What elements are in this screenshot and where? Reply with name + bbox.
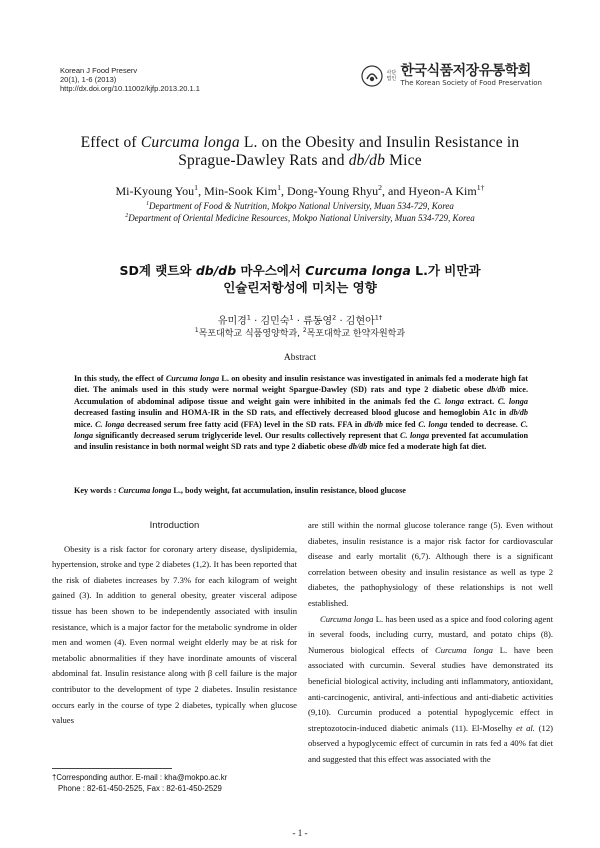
body-column-right xyxy=(308,518,553,768)
society-name-ko: 한국식품저장유통학회 xyxy=(400,63,531,79)
author-list: Mi-Kyoung You$^1$, Min-Sook Kim$^1$, Dong-Young Rhyu$^2$, and Hyeon-A Kim$^{1\dagger}$ xyxy=(115,183,485,198)
intro-paragraph-3: Curcuma longa L. has been used as a spice and food coloring agent in several foods, including curry, mustard, and potato chips (8). Numerous biological effects of Curcuma longa L. have been associated with curcumin. Several studies have demonstrated its beneficial biological activity, including anti inflammatory, antioxidant, anti-carcinogenic, antiviral, anti-infectious and anti-diabetic activities (9,10). Curcumin produced a potential hypoglycemic effect in streptozotocin-induced diabetic animals (11). El-Moselhy et al. (12) observed a hypoglycemic effect of curcumin in rats fed a 40% fat diet and suggested that this effect was associated with the xyxy=(308,613,554,764)
journal-header xyxy=(60,66,200,93)
journal-doi[interactable]: http://dx.doi.org/10.11002/kjfp.2013.20.1.1 xyxy=(60,84,200,93)
intro-paragraph-1: Obesity is a risk factor for coronary artery disease, dyslipidemia, hypertension, stroke and type 2 diabetes (1,2). It has been reported that the risk of diabetes increases by 7.3% for each kilogram of weight gained (3). In addition to general obesity, greater visceral adipose tissue has been shown to be independently associated with insulin resistance, which is a major factor for the metabolic syndrome in older men and women (4). Even normal weight elderly may be at risk for metabolic abnormalities if they have inordinate amounts of visceral abdominal fat. Insulin resistance along with β cell failure is the major contributor to the development of type 2 diabetes. Insulin resistance occurs early in the course of type 2 diabetes, typically when glucose values xyxy=(52,543,297,726)
society-emblem-icon xyxy=(361,65,383,87)
korean-title: SD계 랫트와 db/db 마우스에서 Curcuma longa L.가 비만과 인슐린저항성에 미치는 영향 xyxy=(119,263,481,295)
corresponding-author-footnote: †Corresponding author. E-mail : kha@mokpo.ac.kr Phone : 82-61-450-2525, Fax : 82-61-450-2529 xyxy=(52,773,228,793)
abstract-body: In this study, the effect of Curcuma longa L. on obesity and insulin resistance was investigated in animals fed a moderate high fat diet. The animals used in this study were normal weight Spargue-Dawley (SD) rats and type 2 diabetic obese db/db mice. Accumulation of abdominal adipose tissue and weight gain were inhibited in the animals fed the C. longa extract. C. longa decreased fasting insulin and HOMA-IR in the SD rats, and effectively decreased blood glucose and hemoglobin A1c in db/db mice. C. longa decreased serum free fatty acid (FFA) level in the SD rats. FFA in db/db mice fed C. longa tended to decrease. C. longa significantly decreased serum triglyceride level. Our results collectively represent that C. longa prevented fat accumulation and insulin resistance in both normal weight SD rats and type 2 diabetic obese db/db mice fed a moderate high fat diet. xyxy=(74,374,529,452)
journal-volume: 20(1), 1-6 (2013) xyxy=(60,75,117,84)
society-name-en: The Korean Society of Food Preservation xyxy=(400,79,542,87)
society-small-label: 사단 법인 xyxy=(386,69,397,82)
page-number: - 1 - xyxy=(292,828,308,838)
korean-affiliations: $^1$목포대학교 식품영양학과, $^2$목포대학교 한약자원학과 xyxy=(194,328,406,339)
keywords: Key words : Curcuma longa L., body weight, fat accumulation, insulin resistance, blood glucose xyxy=(74,486,406,495)
footnote-divider xyxy=(52,768,172,769)
society-logo xyxy=(361,64,542,87)
body-column-left xyxy=(52,518,297,729)
paper-title: Effect of Curcuma longa L. on the Obesity and Insulin Resistance in Sprague-Dawley Rats and db/db Mice xyxy=(80,134,520,169)
journal-name: Korean J Food Preserv xyxy=(60,66,138,75)
introduction-heading: Introduction xyxy=(149,520,200,531)
affiliations: $^1$Department of Food & Nutrition, Mokpo National University, Muan 534-729, Korea $^2$Department of Oriental Medicine Resources, Mokpo National University, Muan 534-729, Korea xyxy=(125,201,475,223)
korean-authors: 유미경$^1$ · 김민숙$^1$ · 류동영$^2$ · 김현아$^{1\dagger}$ xyxy=(217,313,383,327)
abstract-heading: Abstract xyxy=(283,353,317,363)
intro-paragraph-2: are still within the normal glucose tolerance range (5). Even without diabetes, insulin resistance is a major risk factor for cardiovascular disease and early mortalit (6,7). Although there is a significant correlation between obesity and insulin resistance as well as type 2 diabetes, the pathophysiology of these relationships is not well established. xyxy=(308,520,553,608)
